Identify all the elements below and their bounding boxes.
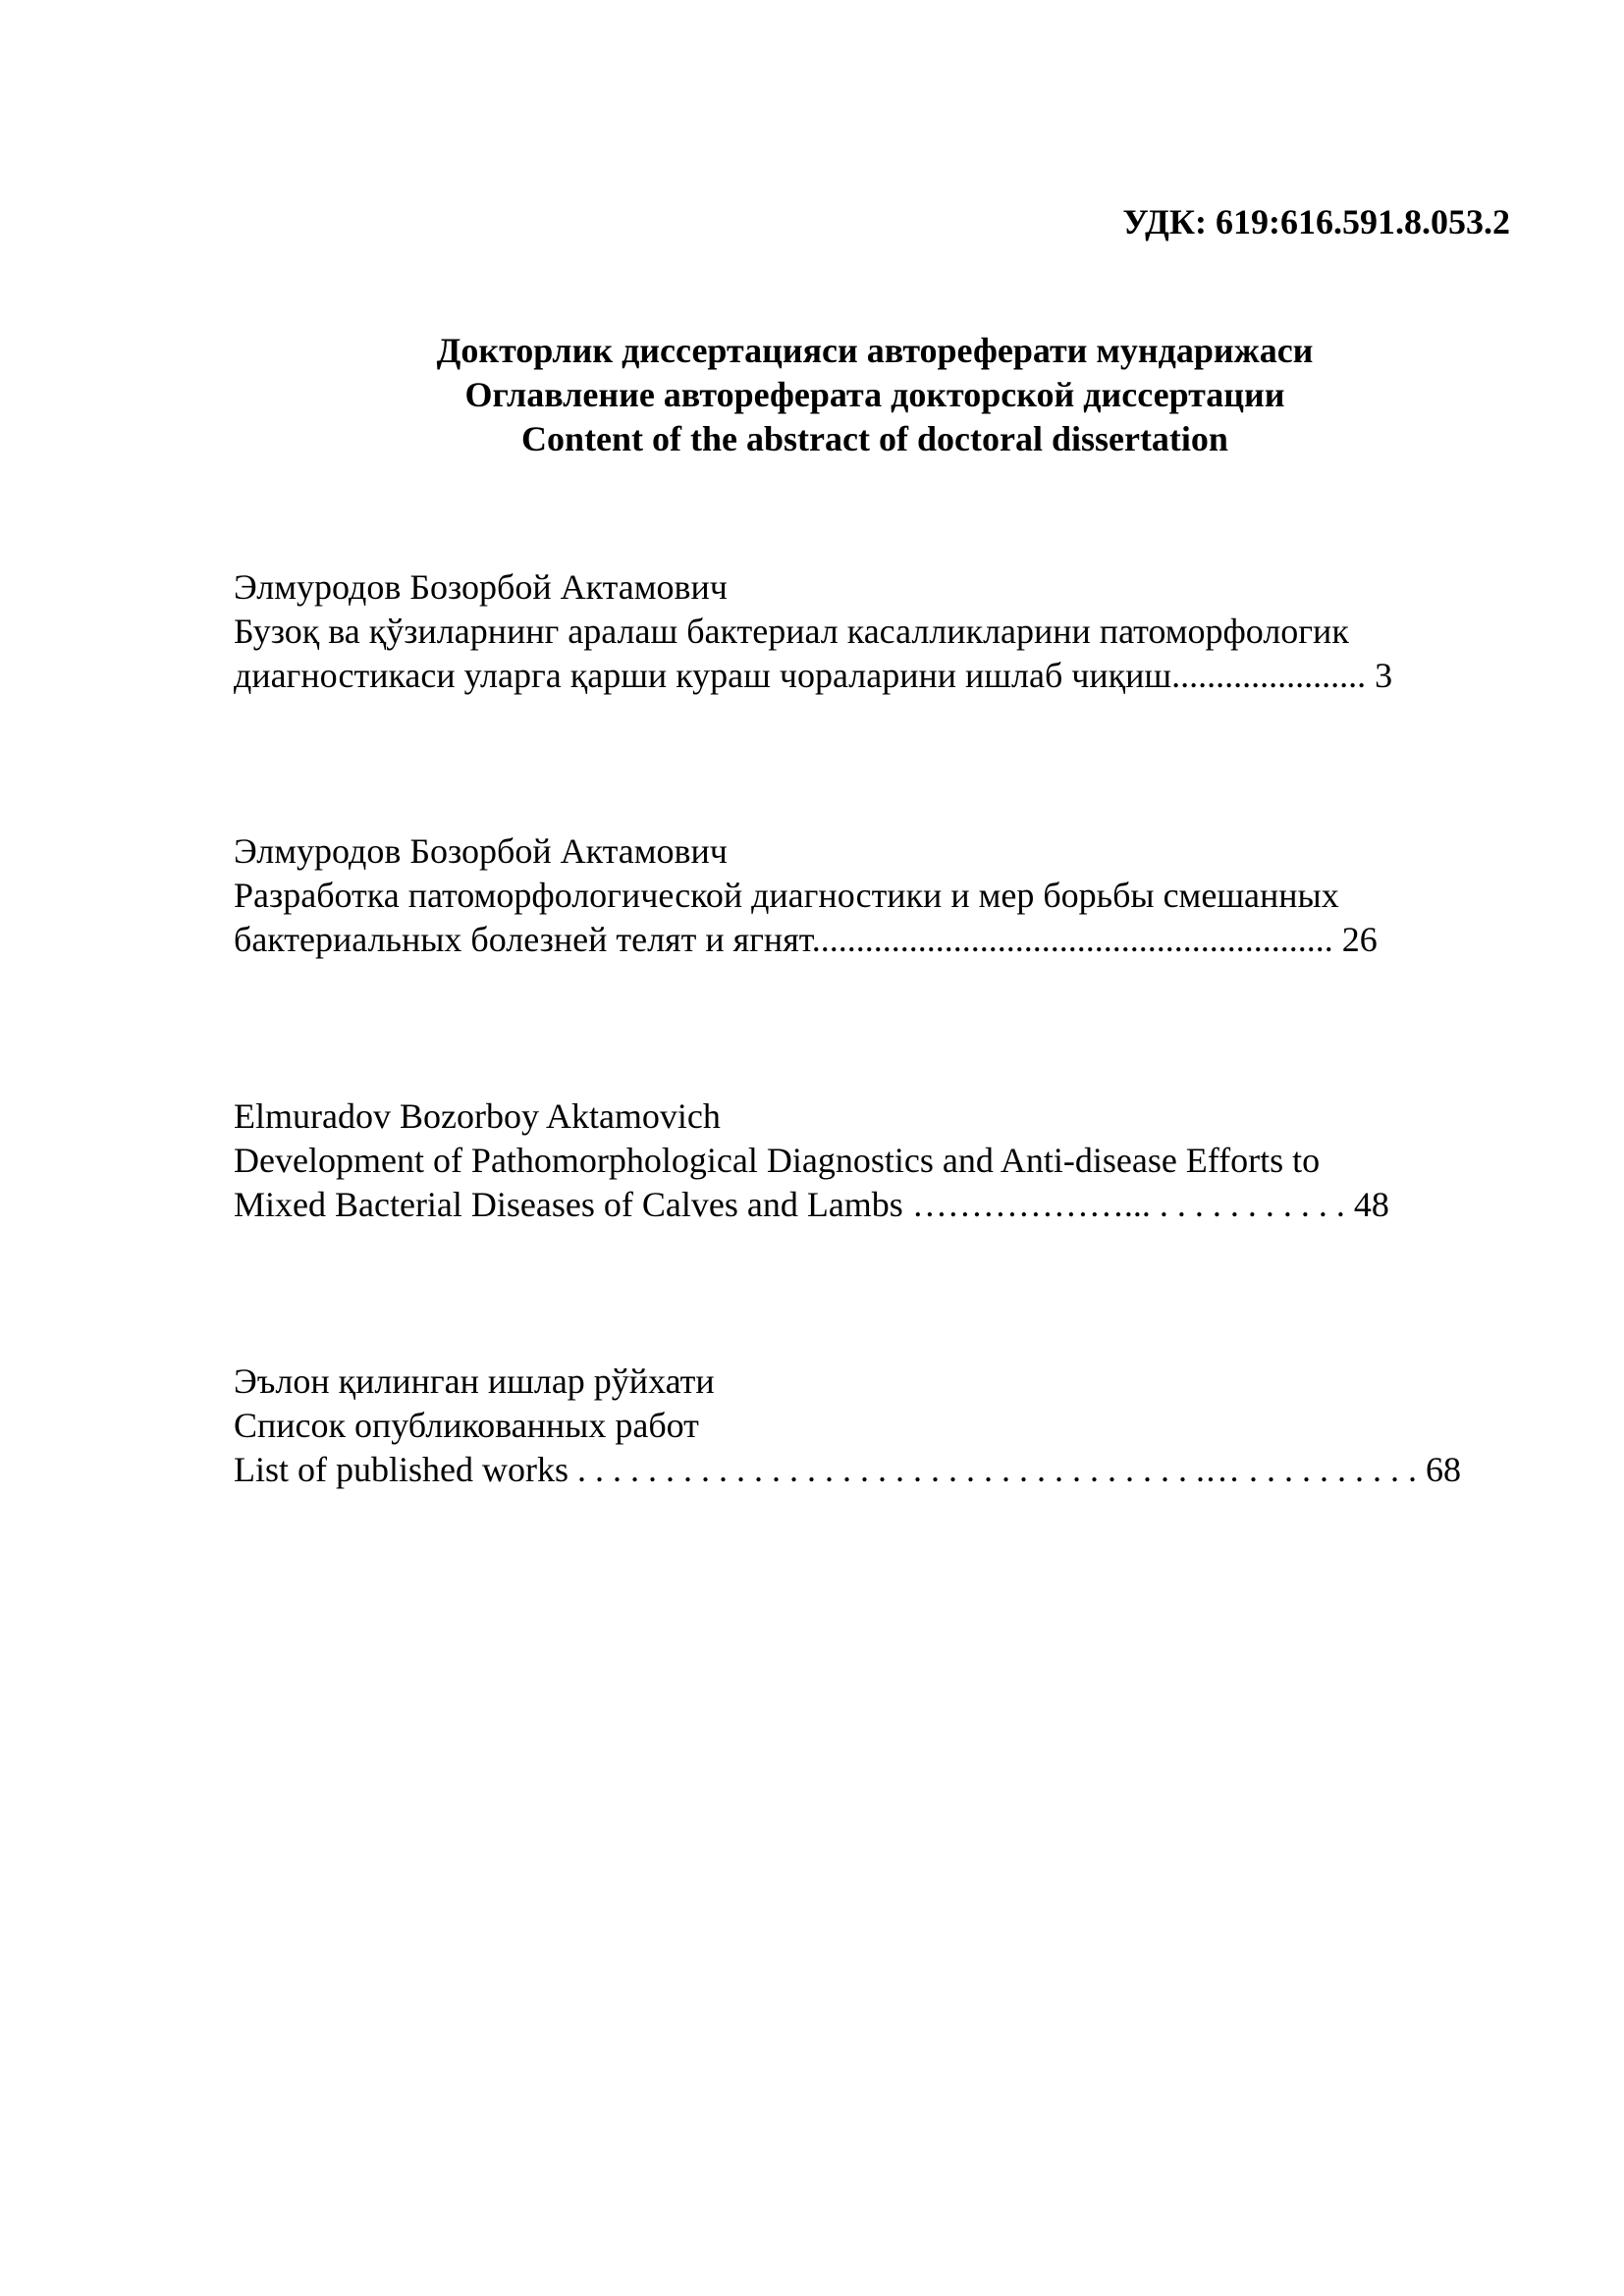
heading-uzbek: Докторлик диссертацияси автореферати мундарижаси	[436, 331, 1314, 370]
entry-title-end: диагностикаси уларга қарши кураш чораларини ишлаб чиқиш	[234, 656, 1172, 695]
entry-title-continued	[234, 1183, 1530, 1227]
toc-entry-russian-abstract	[234, 829, 1530, 962]
page-number: 26	[1341, 920, 1378, 959]
entry-heading-uzbek: Эълон қилинган ишлар рўйхати	[234, 1362, 715, 1401]
toc-entry-uzbek-abstract	[234, 565, 1530, 698]
entry-heading-english-line	[234, 1448, 1530, 1492]
toc-entry-english-abstract	[234, 1095, 1530, 1227]
heading-russian: Оглавление автореферата докторской диссертации	[464, 375, 1285, 414]
entry-author: Элмуродов Бозорбой Актамович	[234, 567, 728, 607]
entry-title-continued	[234, 654, 1530, 698]
entry-title-end: Mixed Bacterial Diseases of Calves and Lambs	[234, 1185, 903, 1224]
entry-heading-english: List of published works	[234, 1450, 568, 1489]
entry-title: Разработка патоморфологической диагностики и мер борьбы смешанных	[234, 876, 1339, 915]
page-number: 48	[1353, 1185, 1389, 1224]
entry-author: Elmuradov Bozorboy Aktamovich	[234, 1096, 721, 1136]
entry-heading-russian: Список опубликованных работ	[234, 1406, 699, 1445]
entry-title: Бузоқ ва қўзиларнинг аралаш бактериал касалликларини патоморфологик	[234, 612, 1349, 651]
dot-leader: ......................	[1171, 656, 1367, 695]
page-number: 3	[1375, 656, 1393, 695]
toc-heading	[222, 329, 1528, 461]
entry-author: Элмуродов Бозорбой Актамович	[234, 831, 728, 871]
page-number: 68	[1425, 1450, 1461, 1489]
dot-leader: ………………... . . . . . . . . . . .	[911, 1185, 1345, 1224]
heading-english: Content of the abstract of doctoral dissertation	[521, 419, 1228, 458]
dot-leader: ...........................................................	[811, 920, 1333, 959]
udk-code: УДК: 619:616.591.8.053.2	[1122, 202, 1510, 241]
dot-leader: . . . . . . . . . . . . . . . . . . . . . . . . . . . . . . . . . . . .… . . . . . . . . . .	[576, 1450, 1417, 1489]
entry-title-continued	[234, 918, 1530, 962]
entry-title-end: бактериальных болезней телят и ягнят	[234, 920, 812, 959]
entry-title: Development of Pathomorphological Diagnostics and Anti-disease Efforts to	[234, 1141, 1321, 1180]
toc-entry-published-works	[234, 1360, 1530, 1492]
